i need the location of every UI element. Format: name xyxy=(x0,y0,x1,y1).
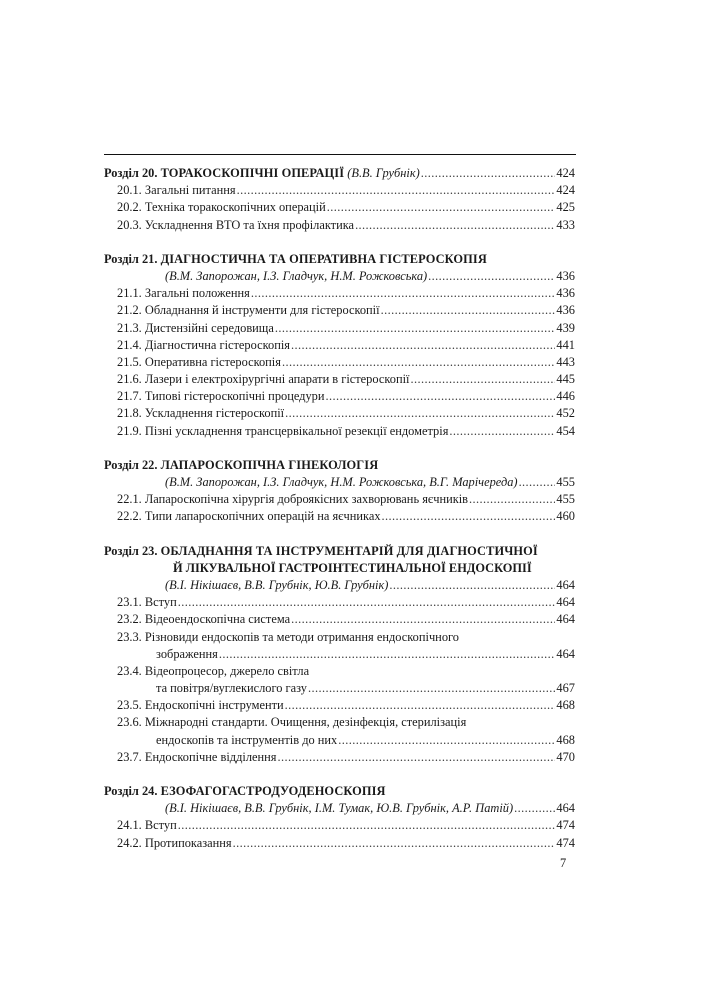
page-ref: 468 xyxy=(556,732,575,747)
entry-title-continued: ендоскопів та інструментів до них xyxy=(156,732,338,747)
toc-entry[interactable] xyxy=(104,354,575,371)
toc-entry[interactable] xyxy=(104,697,575,714)
toc-entry[interactable] xyxy=(104,749,575,766)
page-ref: 433 xyxy=(556,217,575,232)
toc-section-22 xyxy=(104,457,575,526)
toc-entry[interactable] xyxy=(104,302,575,319)
toc-entry[interactable] xyxy=(104,508,575,525)
toc-entry-continued[interactable] xyxy=(104,680,575,697)
page-ref: 446 xyxy=(556,389,575,404)
toc-entry[interactable]: 23.4. Відеопроцесор, джерело світла xyxy=(117,663,310,678)
section-title: ЛАПАРОСКОПІЧНА ГІНЕКОЛОГІЯ xyxy=(160,457,379,472)
toc-entry[interactable] xyxy=(104,217,575,234)
section-label: Розділ 20. xyxy=(104,166,158,180)
entry-title: 21.2. Обладнання й інструменти для гістероскопії xyxy=(117,303,380,318)
entry-title: 21.3. Дистензійні середовища xyxy=(117,320,274,335)
entry-title: 22.2. Типи лапароскопічних операцій на яєчниках xyxy=(117,509,381,524)
page-ref: 436 xyxy=(556,268,575,283)
section-authors-line[interactable] xyxy=(104,800,575,817)
entry-title: 24.1. Вступ xyxy=(117,818,177,833)
toc-section-23 xyxy=(104,543,575,766)
leader-dots xyxy=(514,800,555,817)
leader-dots xyxy=(382,508,556,525)
toc-entry[interactable]: 23.6. Міжнародні стандарти. Очищення, дезінфекція, стерилізація xyxy=(117,715,467,730)
toc-entry[interactable]: 23.3. Різновиди ендоскопів та методи отримання ендоскопічного xyxy=(117,629,459,644)
entry-title: 21.5. Оперативна гістероскопія xyxy=(117,354,281,369)
toc-entry-continued[interactable] xyxy=(104,732,575,749)
toc-entry[interactable] xyxy=(104,285,575,302)
section-heading[interactable] xyxy=(104,783,575,800)
leader-dots xyxy=(233,835,556,852)
page-ref: 470 xyxy=(556,749,575,764)
leader-dots xyxy=(178,594,556,611)
section-title: ДІАГНОСТИЧНА ТА ОПЕРАТИВНА ГІСТЕРОСКОПІЯ xyxy=(160,251,487,266)
leader-dots xyxy=(219,646,556,663)
entry-title: 21.1. Загальні положення xyxy=(117,286,250,301)
section-title: ОБЛАДНАННЯ ТА ІНСТРУМЕНТАРІЙ ДЛЯ ДІАГНОСТИЧНОЇ xyxy=(160,543,538,558)
leader-dots xyxy=(308,680,555,697)
section-authors-line[interactable] xyxy=(104,268,575,285)
page-ref: 436 xyxy=(556,286,575,301)
leader-dots xyxy=(275,320,556,337)
leader-dots xyxy=(381,302,556,319)
page-ref: 474 xyxy=(556,835,575,850)
toc-entry[interactable] xyxy=(104,423,575,440)
page-ref: 455 xyxy=(556,475,575,489)
entry-title: 23.5. Ендоскопічні інструменти xyxy=(117,698,284,713)
section-label: Розділ 24. xyxy=(104,784,158,798)
entry-title: 23.1. Вступ xyxy=(117,595,177,610)
page-ref: 464 xyxy=(556,646,575,661)
page-ref: 464 xyxy=(556,612,575,627)
toc-section-21 xyxy=(104,251,575,440)
section-title: ТОРАКОСКОПІЧНІ ОПЕРАЦІЇ xyxy=(160,166,345,180)
toc-entry[interactable] xyxy=(104,337,575,354)
entry-title: 21.4. Діагностична гістероскопія xyxy=(117,337,290,352)
section-authors: (В.М. Запорожан, І.З. Гладчук, Н.М. Рожковська, В.Г. Марічереда) xyxy=(165,475,518,489)
section-heading[interactable] xyxy=(104,457,575,474)
page-ref: 454 xyxy=(556,423,575,438)
leader-dots xyxy=(355,217,555,234)
entry-title: 23.7. Ендоскопічне відділення xyxy=(117,749,277,764)
leader-dots xyxy=(449,423,555,440)
toc-entry[interactable] xyxy=(104,491,575,508)
entry-title-continued: зображення xyxy=(156,646,218,661)
page-ref: 424 xyxy=(556,183,575,198)
section-authors: (В.І. Нікішаєв, В.В. Грубнік, Ю.В. Грубнік) xyxy=(165,577,389,592)
section-heading[interactable] xyxy=(104,251,575,268)
toc-entry[interactable] xyxy=(104,594,575,611)
toc-entry[interactable] xyxy=(104,388,575,405)
entry-title: 22.1. Лапароскопічна хірургія доброякісних захворювань яєчників xyxy=(117,492,469,507)
section-heading[interactable] xyxy=(104,543,575,560)
section-heading[interactable] xyxy=(104,165,575,182)
entry-title: 21.9. Пізні ускладнення трансцервікальної резекції ендометрія xyxy=(117,423,449,438)
entry-title: 21.6. Лазери і електрохірургічні апарати в гістероскопії xyxy=(117,372,410,387)
entry-title: 20.2. Техніка торакоскопічних операцій xyxy=(117,200,326,215)
leader-dots xyxy=(285,405,555,422)
page-ref: 439 xyxy=(556,320,575,335)
page-ref: 441 xyxy=(556,337,575,352)
toc-section-24 xyxy=(104,783,575,852)
leader-dots xyxy=(421,165,556,182)
entry-title: 21.7. Типові гістероскопічні процедури xyxy=(117,389,325,404)
page-ref: 467 xyxy=(556,681,575,696)
page-ref: 460 xyxy=(556,509,575,524)
page-ref: 425 xyxy=(556,200,575,215)
toc-entry[interactable] xyxy=(104,835,575,852)
toc-section-20 xyxy=(104,165,575,234)
section-title: ЕЗОФАГОГАСТРОДУОДЕНОСКОПІЯ xyxy=(160,784,386,798)
leader-dots xyxy=(411,371,556,388)
page-ref: 468 xyxy=(556,698,575,713)
leader-dots xyxy=(278,749,556,766)
leader-dots xyxy=(291,611,555,628)
section-label: Розділ 22. xyxy=(104,457,158,472)
entry-title: 21.8. Ускладнення гістероскопії xyxy=(117,406,285,421)
leader-dots xyxy=(389,577,555,594)
toc-entry[interactable] xyxy=(104,405,575,422)
toc-entry[interactable] xyxy=(104,371,575,388)
section-authors-line[interactable] xyxy=(104,474,575,491)
page-ref: 464 xyxy=(556,595,575,610)
page-number: 7 xyxy=(560,856,567,870)
page-ref: 464 xyxy=(556,577,575,592)
leader-dots xyxy=(251,285,556,302)
leader-dots xyxy=(282,354,555,371)
entry-title: 20.3. Ускладнення ВТО та їхня профілактика xyxy=(117,217,355,232)
page-ref: 464 xyxy=(556,801,575,816)
leader-dots xyxy=(469,491,555,508)
page-ref: 443 xyxy=(556,354,575,369)
leader-dots xyxy=(237,182,556,199)
entry-title: 24.2. Протипоказання xyxy=(117,835,232,850)
page-ref: 474 xyxy=(556,818,575,833)
section-label: Розділ 23. xyxy=(104,543,158,558)
section-authors: (В.В. Грубнік) xyxy=(347,166,420,180)
toc-entry[interactable] xyxy=(104,611,575,628)
page-ref: 436 xyxy=(556,303,575,318)
leader-dots xyxy=(327,199,556,216)
page-ref: 452 xyxy=(556,406,575,421)
leader-dots xyxy=(285,697,556,714)
leader-dots xyxy=(428,268,555,285)
section-title-continued: Й ЛІКУВАЛЬНОЇ ГАСТРОІНТЕСТИНАЛЬНОЇ ЕНДОСКОПІЇ xyxy=(173,560,532,575)
toc-entry[interactable] xyxy=(104,817,575,834)
header-rule xyxy=(104,154,576,155)
page-ref: 424 xyxy=(556,166,575,180)
section-authors: (В.І. Нікішаєв, В.В. Грубнік, І.М. Тумак, Ю.В. Грубнік, А.Р. Патій) xyxy=(165,801,514,816)
entry-title-continued: та повітря/вуглекислого газу xyxy=(156,681,307,696)
section-authors-line[interactable] xyxy=(104,577,575,594)
toc-entry-continued[interactable] xyxy=(104,646,575,663)
entry-title: 23.2. Відеоендоскопічна система xyxy=(117,612,291,627)
toc-entry[interactable] xyxy=(104,199,575,216)
page-ref: 445 xyxy=(556,372,575,387)
leader-dots xyxy=(519,474,556,491)
section-label: Розділ 21. xyxy=(104,251,158,266)
toc-entry[interactable] xyxy=(104,320,575,337)
leader-dots xyxy=(178,817,556,834)
page-ref: 455 xyxy=(556,492,575,507)
leader-dots xyxy=(326,388,556,405)
leader-dots xyxy=(338,732,555,749)
leader-dots xyxy=(291,337,555,354)
section-authors: (В.М. Запорожан, І.З. Гладчук, Н.М. Рожковська) xyxy=(165,268,428,283)
toc-entry[interactable] xyxy=(104,182,575,199)
table-of-contents xyxy=(104,165,575,852)
entry-title: 20.1. Загальні питання xyxy=(117,183,236,198)
